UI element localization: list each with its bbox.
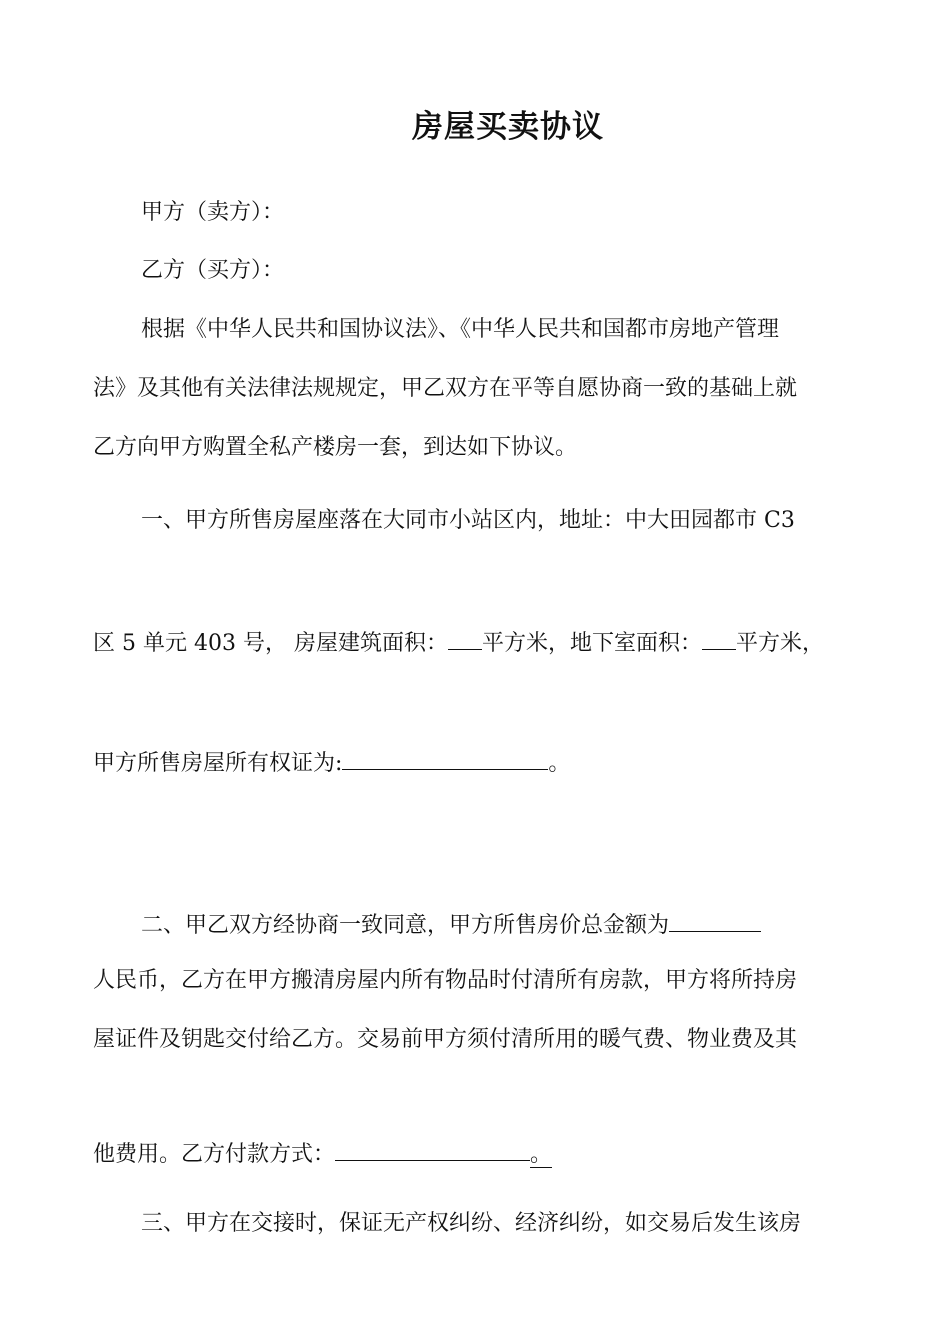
clause1-line-3 (93, 745, 570, 779)
clause1-area-text: 平方米，地下室面积： (481, 631, 702, 656)
clause2-line-1 (141, 907, 761, 941)
intro-line-3: 乙方向甲方购置全私产楼房一套，到达如下协议。 (93, 435, 578, 460)
clause2-line-3: 屋证件及钥匙交付给乙方。交易前甲方须付清所用的暖气费、物业费及其 (93, 1027, 798, 1052)
intro-line-1: 根据《中华人民共和国协议法》、《中华人民共和国都市房地产管理 (141, 317, 780, 342)
clause1-line-1: 一、甲方所售房屋座落在大同市小站区内，地址：中大田园都市 C3 (141, 508, 795, 533)
payment-method-label: 他费用。乙方付款方式： (93, 1142, 336, 1167)
building-area-blank[interactable] (448, 625, 482, 650)
clause1-address-text: 区 5 单元 403 号， 房屋建筑面积： (93, 631, 448, 656)
total-price-blank[interactable] (669, 907, 761, 932)
clause2-price-text: 二、甲乙双方经协商一致同意，甲方所售房价总金额为 (141, 913, 670, 938)
payment-method-end: 。 (530, 1142, 553, 1167)
intro-line-2: 法》及其他有关法律法规规定，甲乙双方在平等自愿协商一致的基础上就 (93, 376, 798, 401)
certificate-blank[interactable] (342, 745, 548, 770)
party-b-line: 乙方（买方）： (141, 258, 285, 283)
certificate-label: 甲方所售房屋所有权证为: (93, 751, 343, 776)
document-title: 房屋买卖协议 (412, 109, 604, 145)
clause1-unit-text: 平方米， (735, 631, 824, 656)
payment-method-blank[interactable] (335, 1136, 530, 1161)
clause2-line-4 (93, 1136, 552, 1170)
certificate-end: 。 (548, 751, 571, 776)
basement-area-blank[interactable] (702, 625, 736, 650)
clause3-line-1: 三、甲方在交接时，保证无产权纠纷、经济纠纷，如交易后发生该房 (141, 1211, 802, 1236)
clause1-line-2 (93, 625, 824, 659)
party-a-line: 甲方（卖方）： (141, 200, 285, 225)
clause2-line-2: 人民币，乙方在甲方搬清房屋内所有物品时付清所有房款，甲方将所持房 (93, 968, 798, 993)
